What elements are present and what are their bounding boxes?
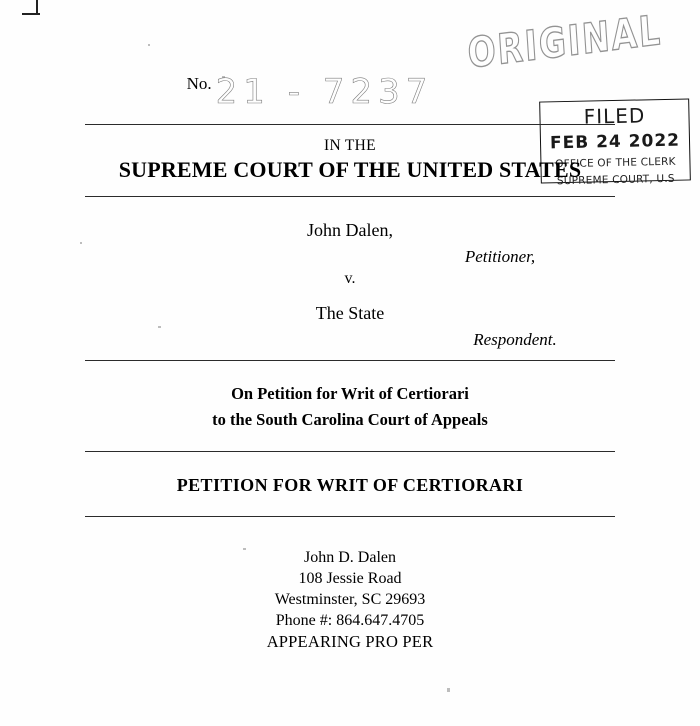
filed-stamp-title: FILED bbox=[583, 103, 646, 129]
divider-rule bbox=[85, 451, 615, 452]
filed-stamp-date: FEB 24 2022 bbox=[549, 130, 681, 154]
filed-stamp-office-line2: SUPREME COURT, U.S bbox=[556, 172, 675, 188]
respondent-name: The State bbox=[315, 303, 385, 323]
scan-speck bbox=[80, 242, 82, 244]
contact-phone: Phone #: 864.647.4705 bbox=[275, 612, 425, 629]
scan-tick-horizontal bbox=[22, 13, 40, 15]
filed-stamp-office-line1: OFFICE OF THE CLERK bbox=[555, 155, 676, 171]
docket-number: 21 - 7237 bbox=[215, 72, 434, 112]
contact-city-state-zip: Westminster, SC 29693 bbox=[274, 591, 426, 608]
court-title: SUPREME COURT OF THE UNITED STATES bbox=[118, 157, 582, 182]
petition-subject-line1: On Petition for Writ of Certiorari bbox=[231, 384, 469, 403]
versus-label: v. bbox=[344, 270, 356, 287]
petitioner-label: Petitioner, bbox=[464, 247, 536, 266]
original-stamp-text: ORIGINAL bbox=[466, 5, 664, 78]
appearance-status: APPEARING PRO PER bbox=[266, 632, 434, 651]
divider-rule bbox=[85, 196, 615, 197]
divider-rule bbox=[85, 124, 615, 125]
scan-speck bbox=[148, 44, 150, 46]
divider-rule bbox=[85, 360, 615, 361]
document-title: PETITION FOR WRIT OF CERTIORARI bbox=[176, 475, 524, 495]
petition-subject-line2: to the South Carolina Court of Appeals bbox=[212, 410, 488, 429]
scan-speck bbox=[447, 688, 450, 692]
petitioner-name: John Dalen, bbox=[307, 220, 393, 240]
respondent-label: Respondent. bbox=[473, 330, 557, 349]
contact-name: John D. Dalen bbox=[304, 549, 396, 566]
scan-speck bbox=[158, 326, 161, 328]
contact-street: 108 Jessie Road bbox=[298, 570, 402, 587]
in-the-label: IN THE bbox=[324, 137, 376, 154]
divider-rule bbox=[85, 516, 615, 517]
scan-tick-vertical bbox=[36, 0, 38, 14]
docket-prefix: No. bbox=[186, 74, 212, 93]
